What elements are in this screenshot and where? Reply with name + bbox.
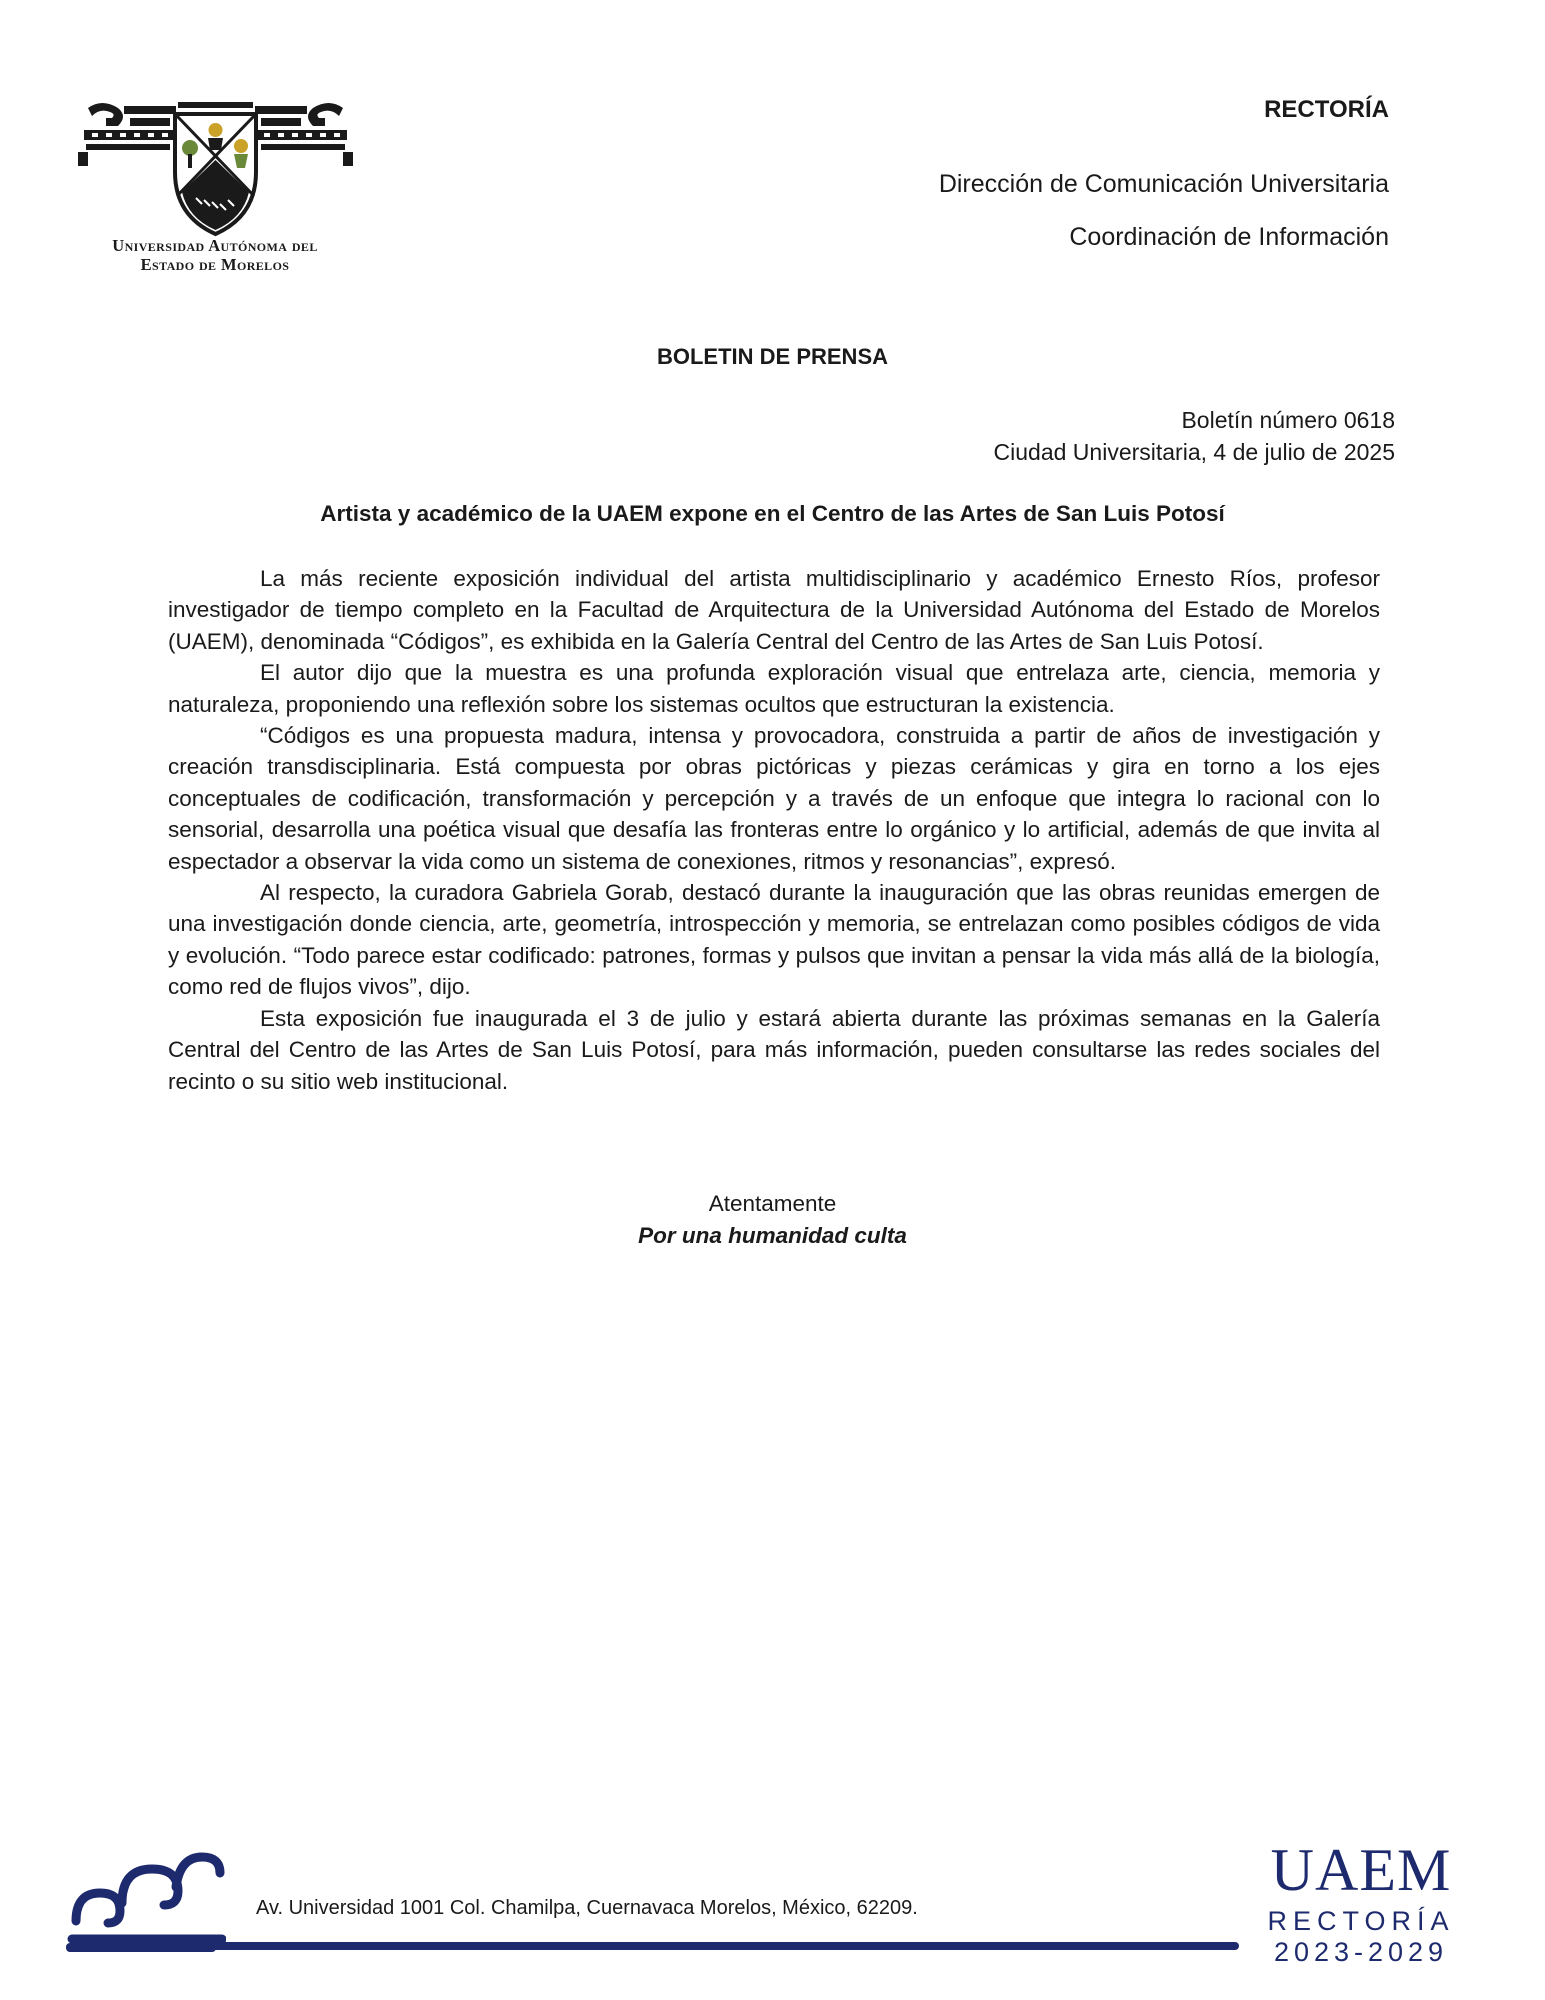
article-body (168, 563, 1380, 1097)
footer-divider-line (205, 1942, 1239, 1950)
university-name (60, 236, 370, 274)
article-paragraph: El autor dijo que la muestra es una profunda exploración visual que entrelaza arte, ciencia, memoria y naturaleza, proponiendo una reflexión sobre los sistemas ocultos que estructuran la existencia. (168, 660, 1380, 717)
article-paragraph: Esta exposición fue inaugurada el 3 de julio y estará abierta durante las próximas semanas en la Galería Central del Centro de las Artes de San Luis Potosí, para más información, pueden consultarse las redes sociales del recinto o su sitio web institucional. (168, 1005, 1380, 1094)
university-motto: Por una humanidad culta (638, 1223, 907, 1248)
university-name-line1: Universidad Autónoma del (112, 236, 318, 255)
wave-icon (66, 1843, 226, 1955)
crest-icon (78, 100, 353, 240)
uaem-rectoria-logo (1266, 1837, 1456, 1968)
university-name-line2: Estado de Morelos (140, 255, 290, 274)
bulletin-dateline: Ciudad Universitaria, 4 de julio de 2025 (993, 439, 1395, 465)
article-paragraph: La más reciente exposición individual del artista multidisciplinario y académico Ernesto Ríos, profesor investigador de tiempo completo en la Facultad de Arquitectura de la Universidad Autónoma del Estado de Morelos (UAEM), denominada “Códigos”, es exhibida en la Galería Central del Centro de las Artes de San Luis Potosí. (168, 566, 1380, 654)
direccion-heading: Dirección de Comunicación Universitaria (938, 170, 1389, 198)
uaem-rectoria-text: RECTORÍA (1267, 1906, 1455, 1936)
bulletin-headline: Artista y académico de la UAEM expone en el Centro de las Artes de San Luis Potosí (320, 501, 1225, 526)
coordinacion-heading: Coordinación de Información (1069, 223, 1389, 251)
bulletin-number: Boletín número 0618 (1181, 407, 1395, 433)
bulletin-title: BOLETIN DE PRENSA (656, 344, 889, 369)
uaem-years-text: 2023-2029 (1273, 1937, 1449, 1967)
uaem-brand-text: UAEM (1270, 1837, 1452, 1903)
closing-block (0, 1188, 1545, 1252)
footer-wave-logo (66, 1843, 226, 1960)
article-paragraph: Al respecto, la curadora Gabriela Gorab, destacó durante la inauguración que las obras reunidas emergen de una investigación donde ciencia, arte, geometría, introspección y memoria, se entrelazan como posibles códigos de vida y evolución. “Todo parece estar codificado: patrones, formas y pulsos que invitan a pensar la vida más allá de la biología, como red de flujos vivos”, dijo. (168, 880, 1380, 1000)
closing-salutation: Atentamente (708, 1191, 837, 1216)
rectoria-heading: RECTORÍA (1264, 96, 1389, 123)
footer-address: Av. Universidad 1001 Col. Chamilpa, Cuernavaca Morelos, México, 62209. (256, 1897, 918, 1919)
article-paragraph: “Códigos es una propuesta madura, intensa y provocadora, construida a partir de años de investigación y creación transdisciplinaria. Está compuesta por obras pictóricas y piezas cerámicas y gira en torno a los ejes conceptuales de codificación, transformación y percepción y a través de un enfoque que integra lo racional con lo sensorial, desarrolla una poética visual que desafía las fronteras entre lo orgánico y lo artificial, además de que invita al espectador a observar la vida como un sistema de conexiones, ritmos y resonancias”, expresó. (168, 723, 1380, 874)
